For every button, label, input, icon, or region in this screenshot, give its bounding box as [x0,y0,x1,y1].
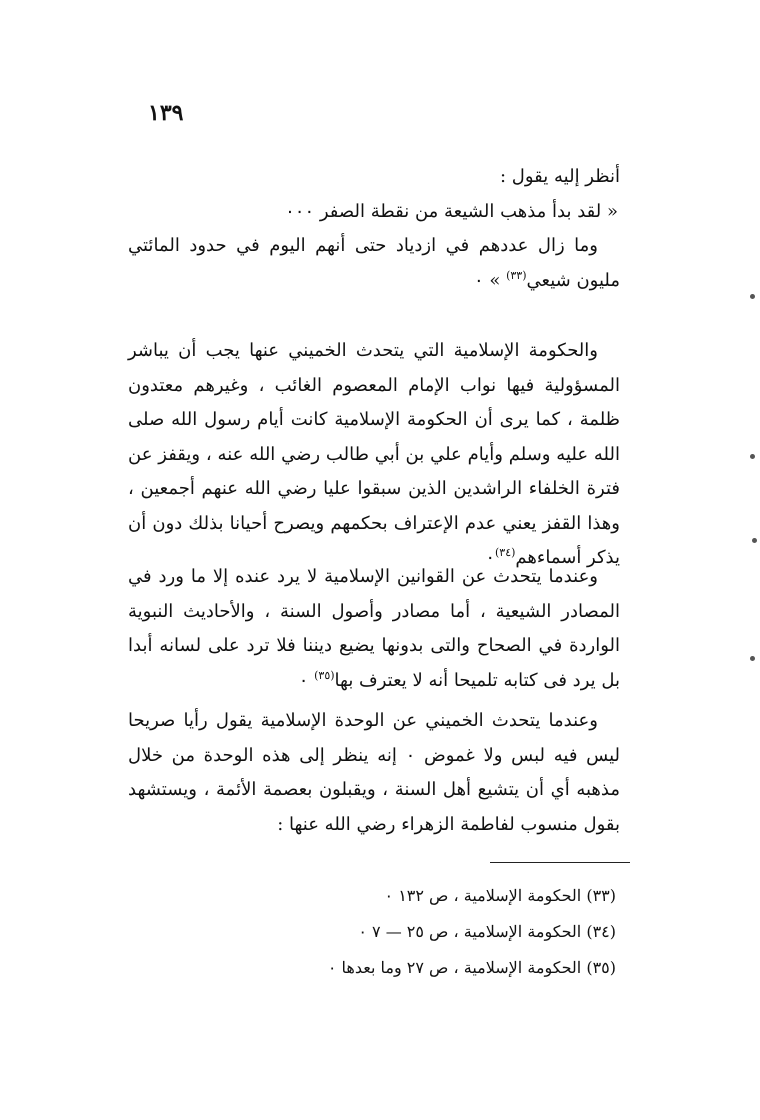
footnote-34 [128,914,616,950]
quote-continuation [128,229,620,298]
scan-speck [750,656,755,661]
footnote-number: (٣٣) [586,886,616,905]
scan-speck [750,454,755,459]
scan-speck [752,538,757,543]
footnote-text: الحكومة الإسلامية ، ص ٢٥ — ٧ ٠ [358,922,582,941]
intro-line: أنظر إليه يقول : [500,166,620,187]
quote-continuation-text: وما زال عددهم في ازدياد حتى أنهم اليوم في حدود المائتي مليون شيعي [128,235,620,291]
paragraph-unity [128,704,620,842]
paragraph-government [128,334,620,576]
paragraph-unity-text: وعندما يتحدث الخميني عن الوحدة الإسلامية يقول رأيا صريحا ليس فيه لبس ولا غموض ٠ إنه ينظر إلى هذه الوحدة من خلال مذهبه أي أن يتشيع أهل السنة ، ويقبلون بعصمة الأئمة ، ويستشهد بقول منسوب لفاطمة الزهراء رضي الله عنها : [128,710,620,835]
footnote-divider [490,862,630,863]
page-number: ١٣٩ [148,100,184,126]
footnote-35 [128,950,616,986]
footnote-number: (٣٤) [586,922,616,941]
footnote-ref-35: (٣٥) [314,668,335,682]
quote-line: « لقد بدأ مذهب الشيعة من نقطة الصفر ٠٠٠ [285,200,618,222]
footnote-text: الحكومة الإسلامية ، ص ١٣٢ ٠ [384,886,582,905]
footnotes [128,878,616,986]
footnote-ref-34: (٣٤) [494,546,516,559]
footnote-number: (٣٥) [586,958,616,977]
footnote-ref-33: (٣٣) [506,268,527,282]
quote-closing: » ٠ [473,269,507,291]
footnote-text: الحكومة الإسلامية ، ص ٢٧ وما بعدها ٠ [327,958,582,977]
scan-speck [750,294,755,299]
footnote-33 [128,878,616,914]
body-text [128,160,620,298]
paragraph-laws-end: ٠ [298,669,315,691]
paragraph-government-end: ٠ [485,547,495,568]
paragraph-laws [128,560,620,698]
paragraph-laws-text: وعندما يتحدث عن القوانين الإسلامية لا يرد عنده إلا ما ورد في المصادر الشيعية ، أما مصادر وأصول السنة ، والأحاديث النبوية الواردة في الصحاح والتى بدونها يضيع ديننا فلا ترد على لسانه أبدا بل يرد فى كتابه تلميحا أنه لا يعترف بها [128,566,620,691]
paragraph-government-text: والحكومة الإسلامية التي يتحدث الخميني عنها يجب أن يباشر المسؤولية فيها نواب الإمام المعصوم الغائب ، وغيرهم معتدون ظلمة ، كما يرى أن الحكومة الإسلامية كانت أيام رسول الله صلى الله عليه وسلم وأيام علي بن أبي طالب رضي الله عنه ، ويقفز عن فترة الخلفاء الراشدين الذين سبقوا عليا رضي الله عنهم أجمعين ، وهذا القفز يعني عدم الإعتراف بحكمهم ويصرح أحيانا بذلك دون أن يذكر أسماءهم [128,340,620,568]
